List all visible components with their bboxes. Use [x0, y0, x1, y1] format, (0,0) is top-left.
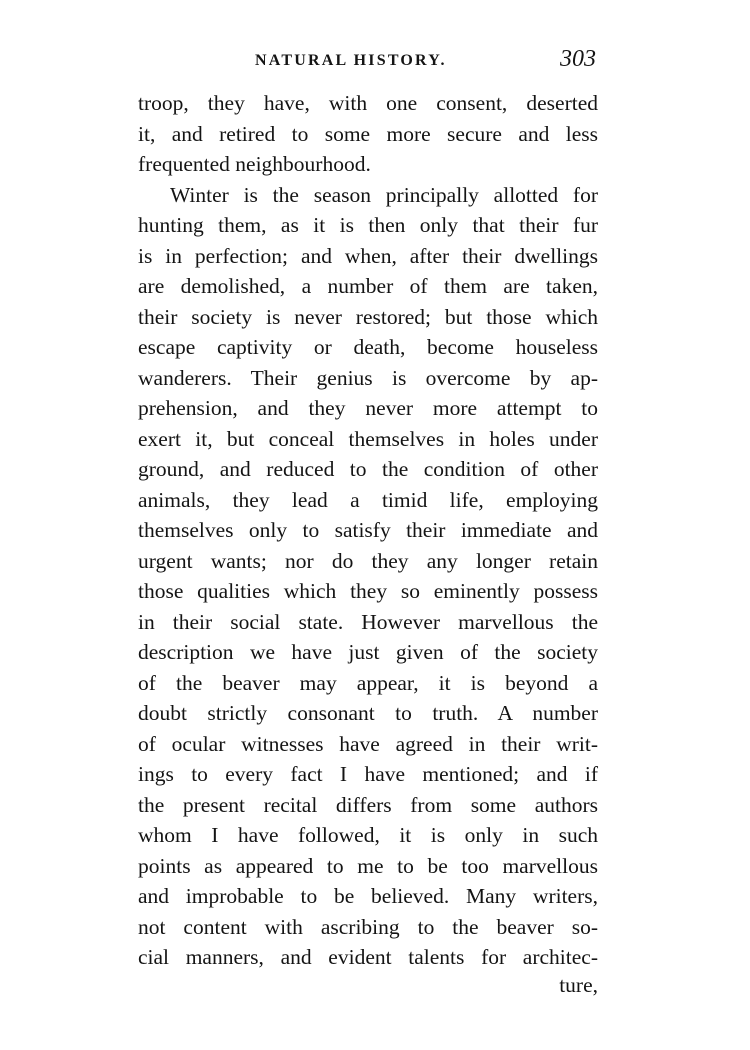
text-line: cial manners, and evident talents for architec-	[138, 945, 598, 969]
text-line: points as appeared to me to be too marvellous	[138, 853, 598, 878]
catchword: ture,	[559, 973, 598, 997]
text-line: wanderers. Their genius is overcome by ap-	[138, 365, 598, 390]
text-line: escape captivity or death, become houseless	[138, 335, 598, 359]
text-line: prehension, and they never more attempt to	[138, 396, 598, 420]
text-line: description we have just given of the society	[138, 640, 598, 664]
text-line: themselves only to satisfy their immediate and	[138, 518, 598, 542]
running-head: NATURAL HISTORY.	[255, 52, 447, 69]
text-line: animals, they lead a timid life, employing	[138, 487, 598, 512]
text-line: not content with ascribing to the beaver so-	[138, 914, 598, 939]
text-line: the present recital differs from some authors	[138, 792, 598, 817]
body-text	[138, 88, 598, 973]
text-line: hunting them, as it is then only that their fur	[138, 213, 598, 237]
text-line: and improbable to be believed. Many writers,	[138, 884, 598, 908]
text-line: of the beaver may appear, it is beyond a	[138, 670, 598, 695]
text-line: of ocular witnesses have agreed in their writ-	[138, 731, 598, 756]
text-line: Winter is the season principally allotted for	[170, 182, 598, 207]
text-line: ground, and reduced to the condition of other	[138, 457, 598, 481]
text-line: is in perfection; and when, after their dwellings	[138, 243, 598, 268]
text-line: urgent wants; nor do they any longer retain	[138, 548, 598, 573]
text-line: ings to every fact I have mentioned; and if	[138, 762, 598, 786]
text-line: their society is never restored; but those which	[138, 304, 598, 329]
text-line: it, and retired to some more secure and less	[138, 121, 598, 146]
text-line: those qualities which they so eminently possess	[138, 579, 598, 603]
text-line: are demolished, a number of them are taken,	[138, 274, 598, 298]
text-line: whom I have followed, it is only in such	[138, 823, 598, 847]
page-number: 303	[560, 46, 596, 72]
text-line: troop, they have, with one consent, deserted	[138, 91, 598, 115]
page-header	[0, 46, 750, 78]
text-line: doubt strictly consonant to truth. A number	[138, 701, 598, 725]
text-line: exert it, but conceal themselves in holes under	[138, 426, 598, 451]
text-line: frequented neighbourhood.	[138, 152, 371, 176]
text-line: in their social state. However marvellous the	[138, 609, 598, 634]
